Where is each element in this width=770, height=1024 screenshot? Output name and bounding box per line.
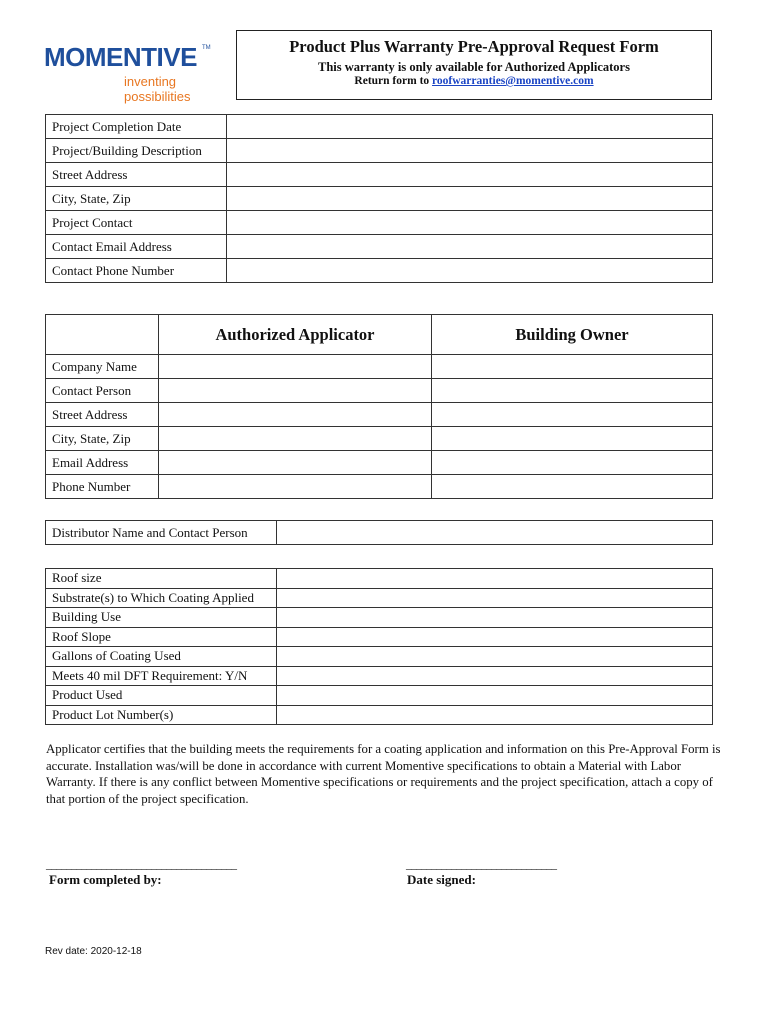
- field-label: Meets 40 mil DFT Requirement: Y/N: [46, 666, 277, 686]
- form-subtitle: This warranty is only available for Authorized Applicators: [318, 60, 630, 74]
- table-row: [46, 187, 713, 211]
- authorized-applicator-header: Authorized Applicator: [159, 315, 432, 355]
- project-description-field[interactable]: [227, 139, 713, 163]
- table-row: [46, 475, 713, 499]
- roof-details-table: [45, 568, 713, 725]
- field-label: City, State, Zip: [46, 427, 159, 451]
- applicator-company-field[interactable]: [159, 355, 432, 379]
- table-row: [46, 163, 713, 187]
- field-label: Substrate(s) to Which Coating Applied: [46, 588, 277, 608]
- table-row: [46, 569, 713, 589]
- field-label: Contact Email Address: [46, 235, 227, 259]
- project-city-state-zip-field[interactable]: [227, 187, 713, 211]
- field-label: Contact Person: [46, 379, 159, 403]
- table-row: [46, 647, 713, 667]
- return-email-link[interactable]: roofwarranties@momentive.com: [432, 75, 594, 87]
- roof-size-field[interactable]: [277, 569, 713, 589]
- table-row: [46, 521, 713, 545]
- contact-email-field[interactable]: [227, 235, 713, 259]
- applicator-street-field[interactable]: [159, 403, 432, 427]
- field-label: City, State, Zip: [46, 187, 227, 211]
- return-instruction: [237, 75, 711, 87]
- table-row: [46, 211, 713, 235]
- table-row: [46, 259, 713, 283]
- field-label: Building Use: [46, 608, 277, 628]
- applicator-city-field[interactable]: [159, 427, 432, 451]
- field-label: Project Completion Date: [46, 115, 227, 139]
- field-label: Roof size: [46, 569, 277, 589]
- owner-street-field[interactable]: [432, 403, 713, 427]
- parties-table: [45, 314, 713, 499]
- table-row: [46, 139, 713, 163]
- return-prefix: Return form to: [354, 75, 433, 87]
- table-row: [46, 588, 713, 608]
- logo-tagline: inventing possibilities: [124, 74, 191, 104]
- project-info-table: [45, 114, 713, 283]
- table-row: [46, 451, 713, 475]
- form-completed-by-line[interactable]: ______________________________________: [46, 857, 236, 871]
- momentive-logo: [44, 42, 240, 104]
- table-row: [46, 608, 713, 628]
- project-contact-field[interactable]: [227, 211, 713, 235]
- applicator-email-field[interactable]: [159, 451, 432, 475]
- owner-email-field[interactable]: [432, 451, 713, 475]
- revision-date: Rev date: 2020-12-18: [45, 946, 142, 957]
- table-row: [46, 235, 713, 259]
- field-label: Email Address: [46, 451, 159, 475]
- field-label: Product Lot Number(s): [46, 705, 277, 725]
- field-label: Gallons of Coating Used: [46, 647, 277, 667]
- field-label: Product Used: [46, 686, 277, 706]
- logo-brand: MOMENTIVE: [44, 42, 197, 72]
- logo-trademark: TM: [202, 45, 211, 51]
- owner-company-field[interactable]: [432, 355, 713, 379]
- table-row: [46, 115, 713, 139]
- roof-slope-field[interactable]: [277, 627, 713, 647]
- table-row: [46, 427, 713, 451]
- field-label: Phone Number: [46, 475, 159, 499]
- date-signed-label: Date signed:: [407, 872, 476, 887]
- building-owner-header: Building Owner: [432, 315, 713, 355]
- date-signed-line[interactable]: ______________________________: [406, 857, 556, 871]
- project-street-address-field[interactable]: [227, 163, 713, 187]
- table-row: [46, 666, 713, 686]
- table-row: [46, 627, 713, 647]
- table-row: [46, 705, 713, 725]
- form-completed-by-label: Form completed by:: [49, 872, 162, 887]
- substrate-field[interactable]: [277, 588, 713, 608]
- form-header: [236, 30, 712, 100]
- distributor-field[interactable]: [277, 521, 713, 545]
- field-label: Contact Phone Number: [46, 259, 227, 283]
- contact-phone-field[interactable]: [227, 259, 713, 283]
- table-row: [46, 355, 713, 379]
- product-used-field[interactable]: [277, 686, 713, 706]
- applicator-contact-field[interactable]: [159, 379, 432, 403]
- field-label: Street Address: [46, 403, 159, 427]
- field-label: Project/Building Description: [46, 139, 227, 163]
- field-label: Project Contact: [46, 211, 227, 235]
- field-label: Distributor Name and Contact Person: [46, 521, 277, 545]
- owner-city-field[interactable]: [432, 427, 713, 451]
- field-label: Street Address: [46, 163, 227, 187]
- table-row: [46, 403, 713, 427]
- applicator-phone-field[interactable]: [159, 475, 432, 499]
- field-label: Roof Slope: [46, 627, 277, 647]
- product-lot-field[interactable]: [277, 705, 713, 725]
- distributor-table: [45, 520, 713, 545]
- form-title: Product Plus Warranty Pre-Approval Request Form: [289, 37, 659, 56]
- owner-phone-field[interactable]: [432, 475, 713, 499]
- table-row: [46, 686, 713, 706]
- empty-header-cell: [46, 315, 159, 355]
- field-label: Company Name: [46, 355, 159, 379]
- gallons-field[interactable]: [277, 647, 713, 667]
- dft-requirement-field[interactable]: [277, 666, 713, 686]
- project-completion-date-field[interactable]: [227, 115, 713, 139]
- building-use-field[interactable]: [277, 608, 713, 628]
- owner-contact-field[interactable]: [432, 379, 713, 403]
- certification-statement: Applicator certifies that the building meets the requirements for a coating application and information on this Pre-Approval Form is accurate. Installation was/will be done in accordance with current Momentive specifications to obtain a Material with Labor Warranty. If there is any conflict between Momentive specifications or requirements and the project specification, attach a copy of that portion of the project specification.: [46, 742, 721, 806]
- table-row: [46, 379, 713, 403]
- table-header-row: [46, 315, 713, 355]
